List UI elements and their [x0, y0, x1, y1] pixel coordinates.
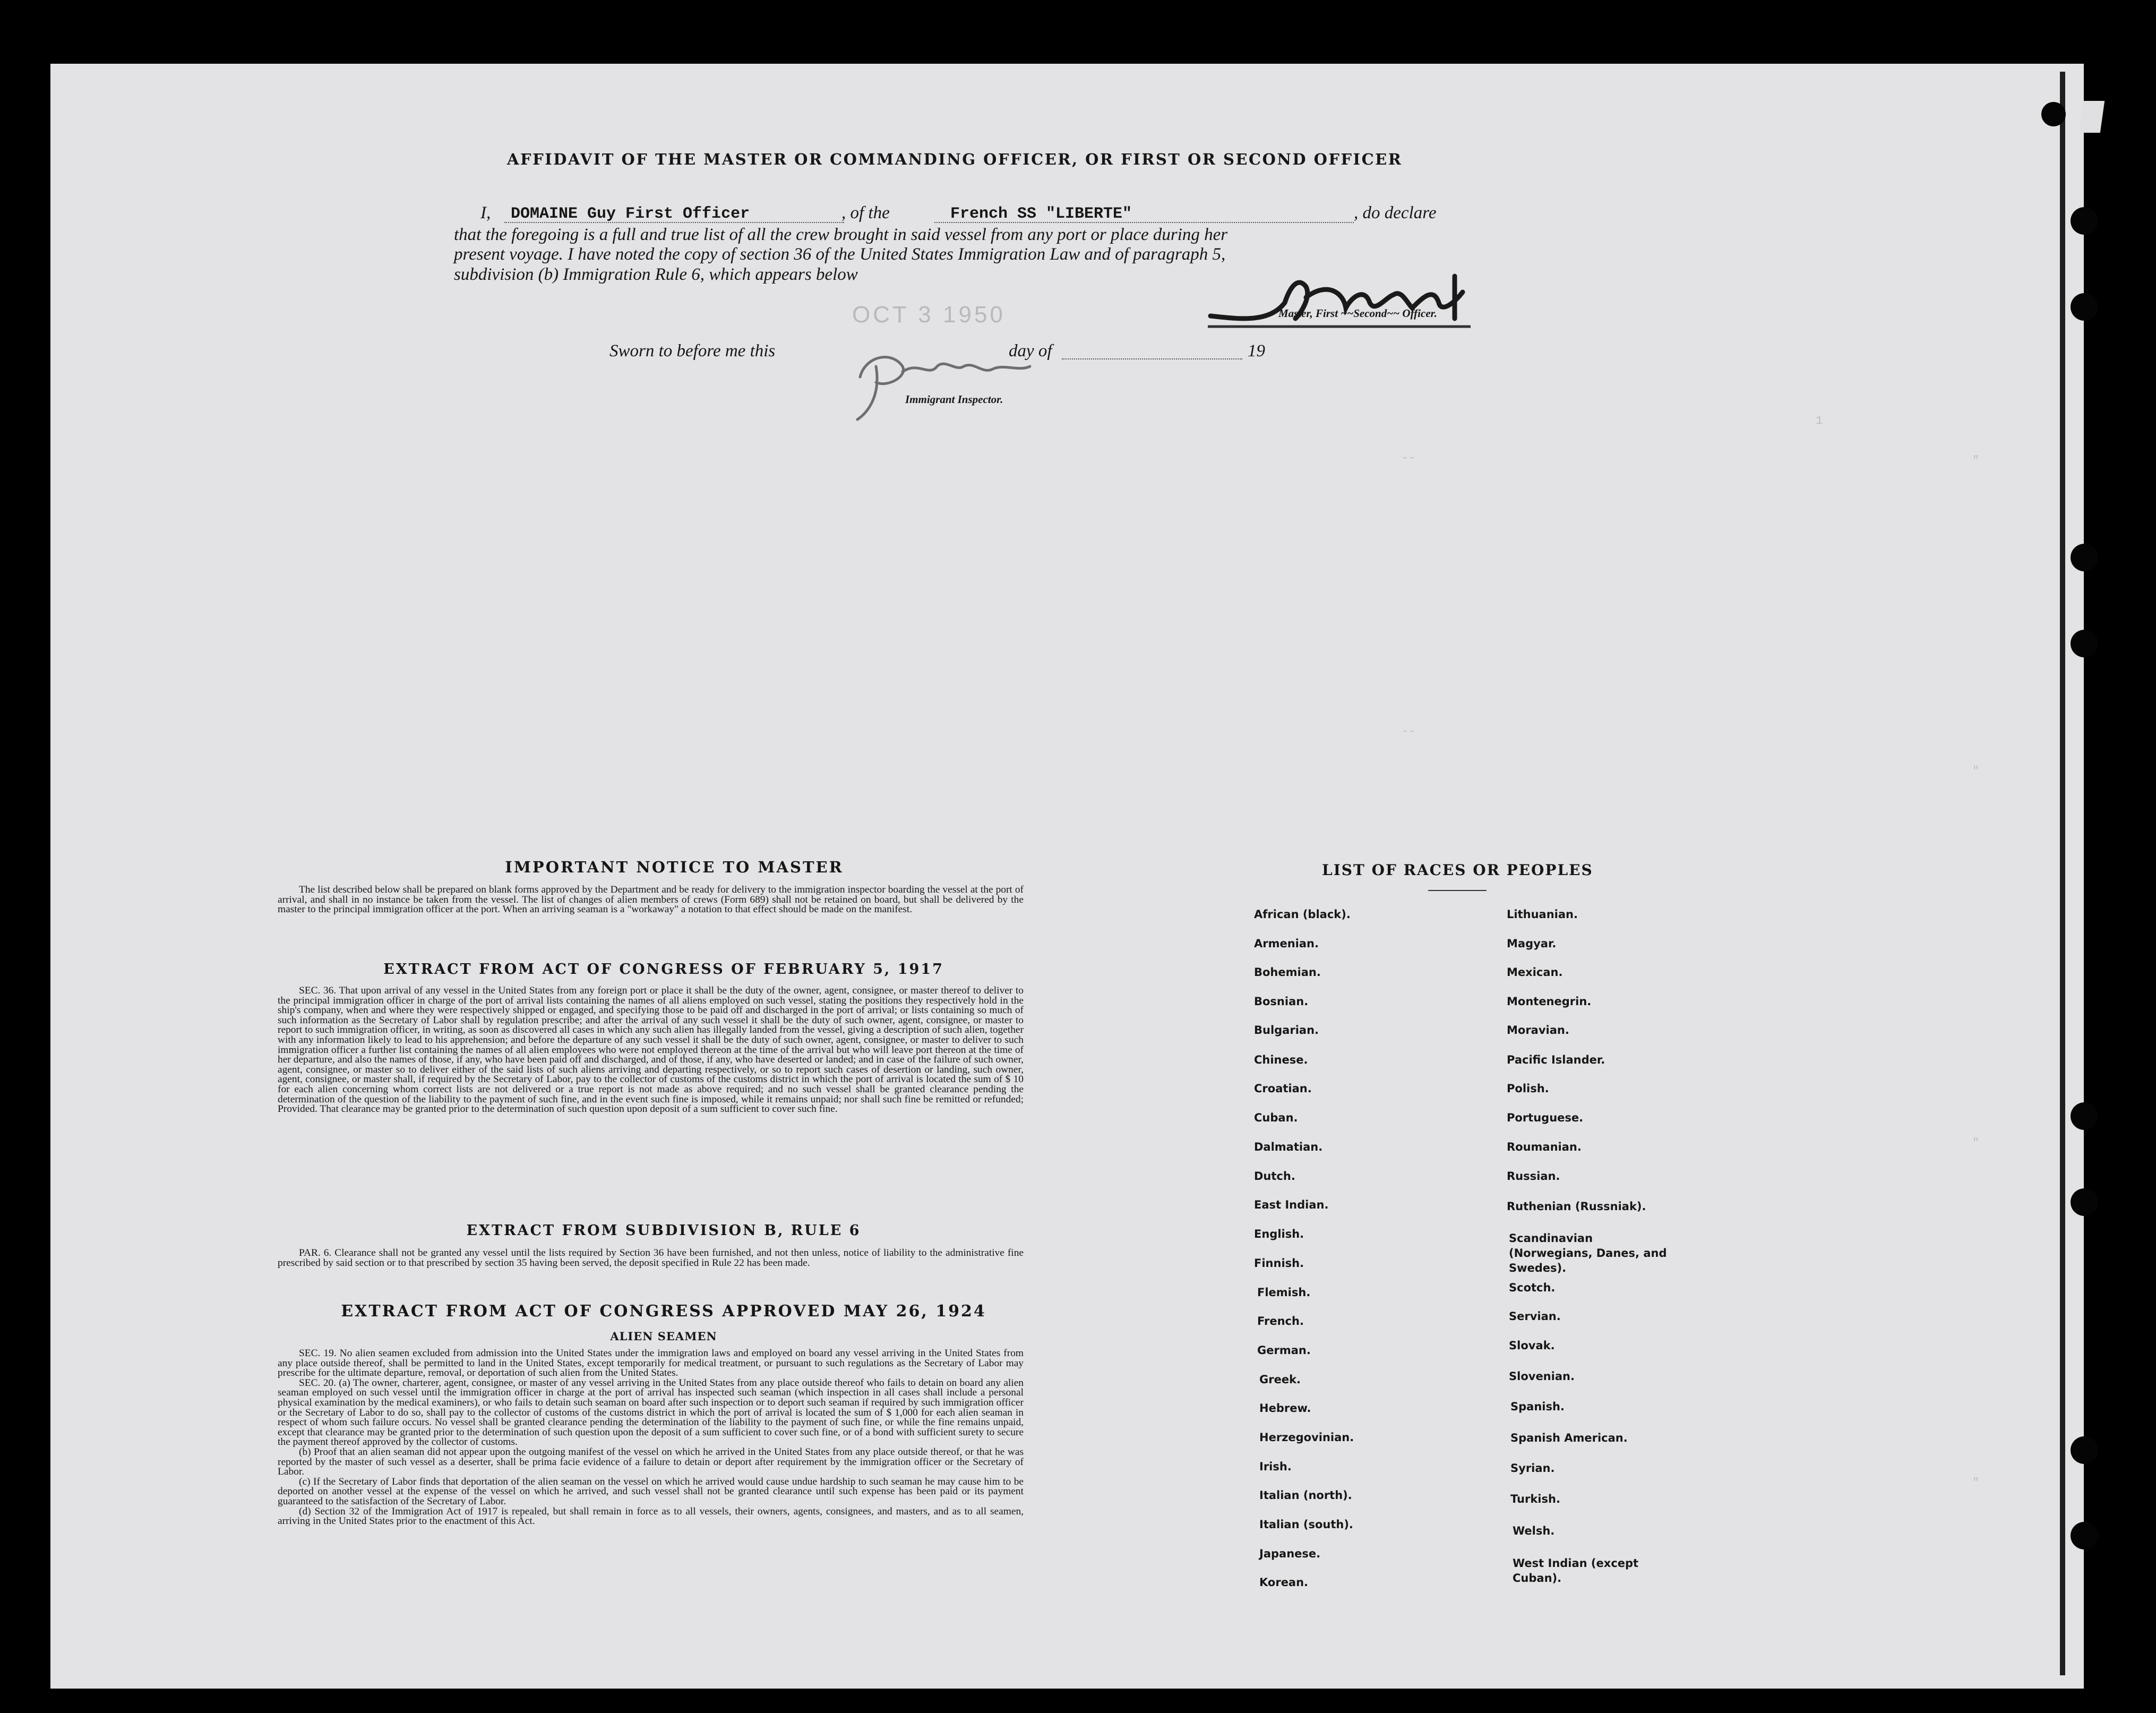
officer-name: DOMAINE Guy First Officer — [511, 205, 750, 223]
section-20d-paragraph: (d) Section 32 of the Immigration Act of 1917 is repealed, but shall remain in force as to all vessels, their owners, agents, consignees, and masters, and as to all seamen, arriving in the United States prior to the enactment of this Act. — [278, 1505, 1024, 1527]
race-item: Polish. — [1507, 1082, 1549, 1095]
section-20a-paragraph: SEC. 20. (a) The owner, charterer, agent, consignee, or master of any vessel arriving in the United States from any place outside thereof who fails to detain on board any alien seaman employed on such vessel until the immigration officer in charge at the port of arrival has inspected such seaman (which inspection in all cases shall include a personal physical examination by the medical examiners), or who fails to detain such seaman on board after such inspection or to deport such seaman if required by such immigration officer or the Secretary of Labor to do so, shall pay to the collector of customs of the customs district in which the port of arrival is located the sum of $ 1,000 for each alien seaman in respect of whom such failure occurs. No vessel shall be granted clearance pending the determination of the liability to the payment of such fine, or while the fine remains unpaid, except that clearance may be granted prior to the determination of such question upon the deposit of a sum sufficient to cover such fine, or of a bond with sufficient surety to secure the payment thereof approved by the collector of customs. — [278, 1377, 1024, 1448]
race-item: West Indian (except Cuban). — [1513, 1557, 1639, 1584]
race-item: Greek. — [1259, 1373, 1301, 1386]
race-item: Mexican. — [1507, 966, 1563, 979]
race-item: Hebrew. — [1259, 1402, 1311, 1415]
section-20b-paragraph: (b) Proof that an alien seaman did not appear upon the outgoing manifest of the vessel on which he arrived in the United States from any place outside thereof, or that he was reported by the master of such vessel as a deserter, shall be prima facie evidence of a failure to detain or deport after requirement by the immigration officer or the Secretary of Labor. — [278, 1446, 1024, 1478]
extract-1924-text — [278, 1349, 1024, 1527]
race-item: Italian (north). — [1259, 1489, 1352, 1502]
race-item: German. — [1257, 1344, 1311, 1357]
bleed-through-mark: -- — [1402, 451, 1416, 465]
race-item: Croatian. — [1254, 1082, 1312, 1095]
affidavit-line-2: that the foregoing is a full and true list of all the crew brought in said vessel from any port or place during her — [454, 225, 1228, 244]
race-item: Dutch. — [1254, 1170, 1295, 1183]
race-item: Spanish American. — [1510, 1432, 1628, 1444]
race-item: East Indian. — [1254, 1198, 1329, 1211]
officer-name-line — [504, 222, 844, 223]
alien-seamen-subtitle: ALIEN SEAMEN — [610, 1330, 717, 1343]
race-item: Spanish. — [1510, 1400, 1565, 1413]
bleed-through-mark: " — [1972, 454, 1980, 467]
day-of-label: day of — [1009, 341, 1052, 361]
year-label: 19 — [1248, 341, 1265, 361]
page-corner — [2079, 101, 2105, 133]
race-item: Italian (south). — [1259, 1518, 1353, 1531]
race-item: Cuban. — [1254, 1111, 1298, 1124]
race-item: French. — [1257, 1315, 1304, 1327]
race-item: Scotch. — [1509, 1281, 1556, 1294]
race-item: Japanese. — [1259, 1547, 1321, 1560]
race-item: Herzegovinian. — [1259, 1431, 1354, 1444]
punch-hole — [2071, 1102, 2098, 1130]
race-item: Bohemian. — [1254, 966, 1321, 979]
punch-hole — [2071, 207, 2098, 235]
race-item: Bosnian. — [1254, 995, 1309, 1008]
race-item: Slovenian. — [1509, 1370, 1575, 1383]
race-item: Finnish. — [1254, 1257, 1304, 1270]
extract-1917-text — [278, 986, 1024, 1115]
notice-paragraph: The list described below shall be prepared on blank forms approved by the Department and be ready for delivery to the immigration inspector boarding the vessel at the port of arrival, and shall in no instance be taken from the vessel. The list of changes of alien members of crews (Form 689) shall not be retained on board, but shall be delivered by the master to the principal immigration officer at the port. When an arriving seaman is a "workaway" a notation to that effect should be made on the manifest. — [278, 884, 1024, 915]
race-item: Moravian. — [1507, 1024, 1569, 1037]
race-item: Roumanian. — [1507, 1141, 1582, 1153]
affidavit-line-3: present voyage. I have noted the copy of section 36 of the United States Immigration Law and of paragraph 5, — [454, 245, 1226, 264]
race-item: Armenian. — [1254, 937, 1319, 950]
sworn-label: Sworn to before me this — [609, 341, 776, 361]
affidavit-title: AFFIDAVIT OF THE MASTER OR COMMANDING OFFICER, OR FIRST OR SECOND OFFICER — [507, 150, 1403, 168]
extract-1917-title: EXTRACT FROM ACT OF CONGRESS OF FEBRUARY 5, 1917 — [383, 961, 944, 978]
race-item: Flemish. — [1257, 1286, 1311, 1299]
month-line — [1062, 358, 1242, 359]
race-item: Syrian. — [1510, 1462, 1555, 1475]
race-item: Dalmatian. — [1254, 1141, 1323, 1153]
race-item: Slovak. — [1509, 1339, 1555, 1352]
race-item: Korean. — [1259, 1576, 1309, 1589]
punch-hole — [2071, 1436, 2098, 1464]
race-item: Russian. — [1507, 1170, 1560, 1183]
bleed-through-mark: 1 — [1816, 414, 1823, 427]
race-item: Magyar. — [1507, 937, 1557, 950]
affidavit-do-declare: , do declare — [1354, 203, 1437, 222]
race-item: Lithuanian. — [1507, 908, 1578, 921]
race-item: Irish. — [1259, 1460, 1292, 1473]
bleed-through-mark: -- — [1402, 725, 1416, 738]
paragraph-6: PAR. 6. Clearance shall not be granted any vessel until the lists required by Section 36 have been furnished, and not then unless, notice of liability to the administrative fine prescribed by said section or to that prescribed by section 35 having been served, the deposit specified in Rule 22 has been made. — [278, 1247, 1024, 1269]
bleed-through-mark: " — [1972, 1476, 1980, 1489]
race-item: Ruthenian (Russniak). — [1507, 1200, 1646, 1213]
race-item: Turkish. — [1510, 1493, 1560, 1505]
races-title-rule — [1428, 890, 1487, 891]
race-item: Servian. — [1509, 1310, 1561, 1323]
affidavit-i-label: I, — [480, 203, 491, 222]
inspector-label: Immigrant Inspector. — [905, 393, 1003, 406]
officer-title: Master, First ~~Second~~ Officer. — [1278, 307, 1437, 320]
races-title: LIST OF RACES OR PEOPLES — [1322, 861, 1593, 879]
race-item: Pacific Islander. — [1507, 1054, 1605, 1066]
extract-1924-title: EXTRACT FROM ACT OF CONGRESS APPROVED MAY 26, 1924 — [341, 1302, 986, 1321]
punch-hole — [2071, 1188, 2098, 1216]
punch-hole — [2071, 544, 2098, 571]
race-item: Montenegrin. — [1507, 995, 1592, 1008]
subdivision-b-title: EXTRACT FROM SUBDIVISION B, RULE 6 — [466, 1222, 861, 1239]
notice-text — [278, 885, 1024, 915]
notice-title: IMPORTANT NOTICE TO MASTER — [505, 858, 844, 876]
subdivision-b-text — [278, 1248, 1024, 1268]
section-20c-paragraph: (c) If the Secretary of Labor finds that deportation of the alien seaman on the vessel on which he arrived would cause undue hardship to such seaman he may cause him to be deported on another vessel at the expense of the vessel on which he arrived, and such vessel shall not be granted clearance until such expense has been paid or its payment guaranteed to the satisfaction of the Secretary of Labor. — [278, 1476, 1024, 1507]
punch-hole — [2071, 630, 2098, 657]
section-36-paragraph: SEC. 36. That upon arrival of any vessel in the United States from any foreign port or place it shall be the duty of the owner, agent, consignee, or master thereof to deliver to the principal immigration officer in charge of the port of arrival lists containing the names of all aliens employed on such vessel, stating the positions they respectively hold in the ship's company, when and where they were respectively shipped or engaged, and specifying those to be paid off and discharged in the port of arrival; or lists containing so much of such information as the Secretary of Labor shall by regulation prescribe; and after the arrival of any such vessel it shall be the duty of such owner, agent, consignee, or master to report to such immigration officer, in writing, as soon as discovered all cases in which any such alien has illegally landed from the vessel, giving a description of such alien, together with any information likely to lead to his apprehension; and before the departure of any such vessel it shall be the duty of such owner, agent, consignee, or master to deliver to such immigration officer a further list containing the names of all alien employees who were not employed thereon at the time of the arrival but who will leave port thereon at the time of her departure, and also the names of those, if any, who have been paid off and discharged, and of those, if any, who have deserted or landed; and in case of the failure of such owner, agent, consignee, or master so to deliver either of the said lists of such aliens arriving and departing respectively, or so to report such cases of desertion or landing, such owner, agent, consignee, or master shall, if required by the Secretary of Labor, pay to the collector of customs of the customs district in which the port of arrival is located the sum of $ 10 for each alien concerning whom correct lists are not delivered or a true report is not made as above required; and no such vessel shall be granted clearance pending the determination of the question of the liability to the payment of such fine, and in the event such fine is imposed, while it remains unpaid; nor shall such fine be remitted or refunded; Provided. That clearance may be granted prior to the determination of such question upon deposit of a sum sufficient to cover such fine. — [278, 985, 1024, 1115]
race-item: Chinese. — [1254, 1054, 1308, 1066]
punch-hole — [2071, 293, 2098, 321]
bleed-through-mark: " — [1972, 1136, 1980, 1150]
race-item: African (black). — [1254, 908, 1351, 921]
vessel-name: French SS "LIBERTE" — [950, 205, 1132, 223]
punch-hole — [2041, 102, 2066, 126]
race-item: Scandinavian (Norwegians, Danes, and Swedes). — [1509, 1232, 1667, 1274]
vessel-name-line — [934, 222, 1354, 223]
punch-hole — [2071, 1522, 2098, 1549]
officer-signature — [1205, 265, 1481, 335]
race-item: Welsh. — [1513, 1524, 1555, 1537]
bleed-through-mark: " — [1972, 765, 1980, 778]
section-19-paragraph: SEC. 19. No alien seamen excluded from admission into the United States under the immigration laws and employed on board any vessel arriving in the United States from any place outside thereof, shall be permitted to land in the United States, except temporarily for medical treatment, or pursuant to such regulations as the Secretary of Labor may prescribe for the ultimate departure, removal, or deportation of such alien from the United States. — [278, 1348, 1024, 1379]
race-item: Bulgarian. — [1254, 1024, 1319, 1037]
race-item: English. — [1254, 1228, 1304, 1240]
page-fold-shadow — [2060, 72, 2065, 1675]
date-stamp: OCT 3 1950 — [852, 302, 1006, 328]
affidavit-line-4: subdivision (b) Immigration Rule 6, which appears below — [454, 265, 858, 284]
affidavit-of-the: , of the — [841, 203, 890, 222]
race-item: Portuguese. — [1507, 1111, 1584, 1124]
